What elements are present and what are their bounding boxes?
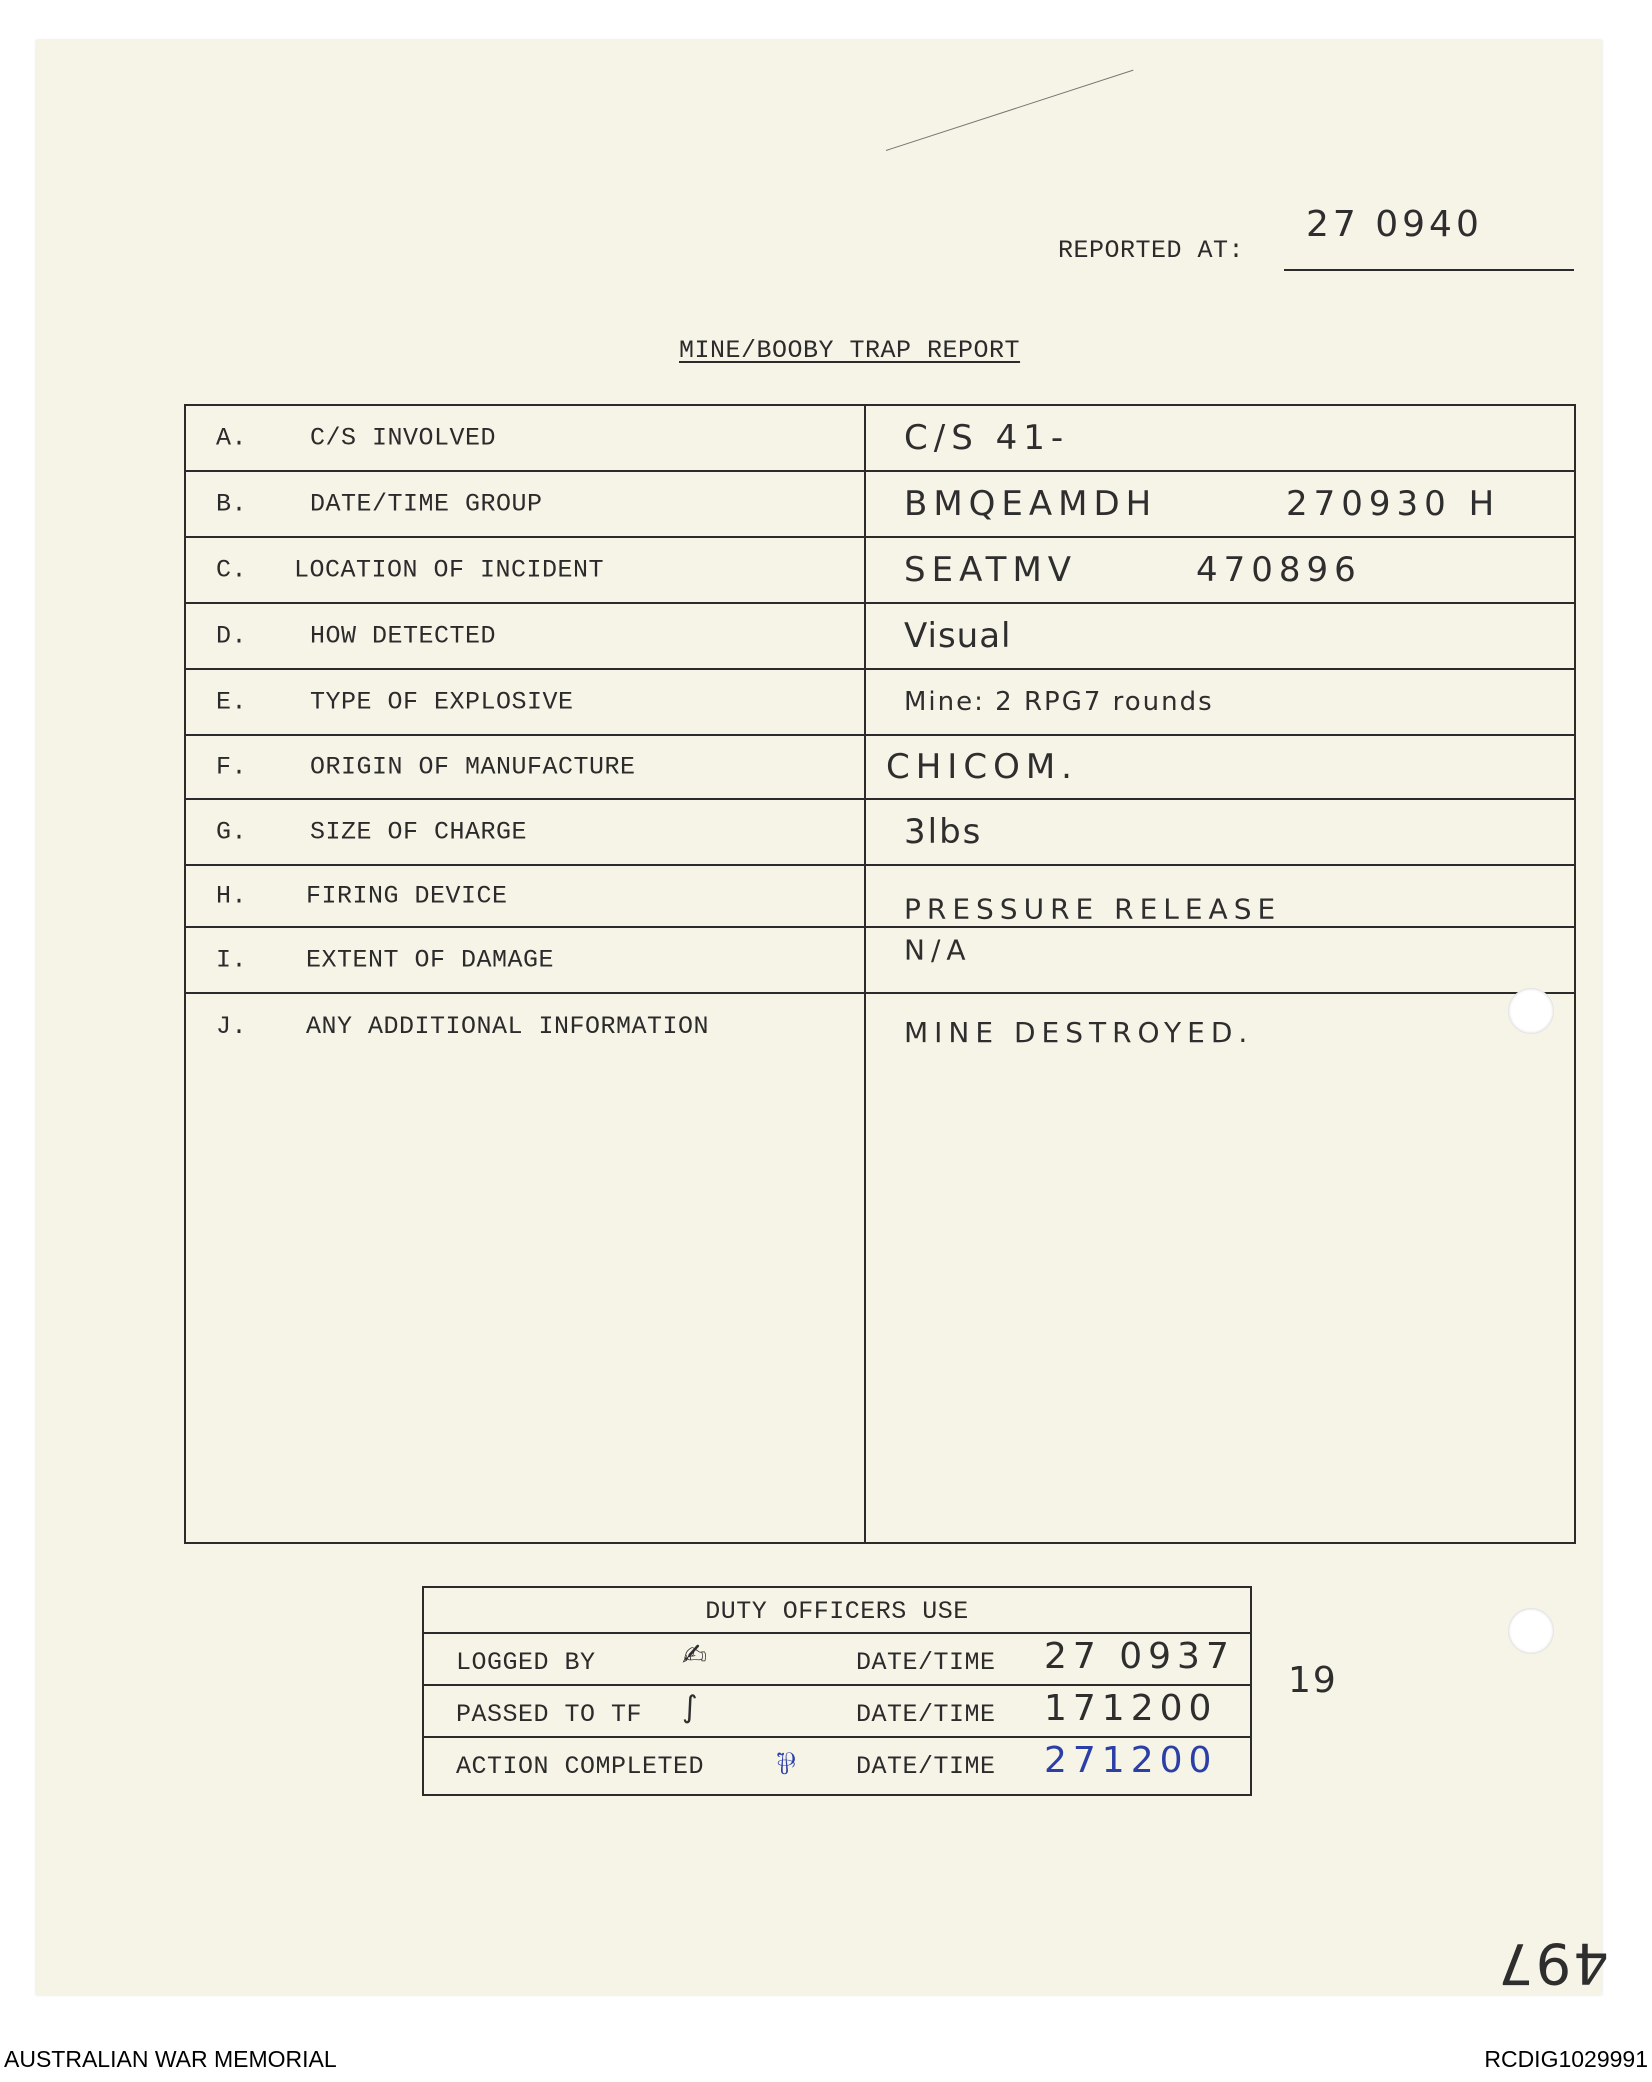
row-value: MINE DESTROYED. <box>904 1016 1254 1049</box>
duty-datetime-value: 171200 <box>1044 1688 1218 1729</box>
row-value: C/S 41- <box>904 418 1070 458</box>
duty-datetime-value: 27 0937 <box>1044 1636 1235 1677</box>
row-value: BMQEAMDH <box>904 484 1158 524</box>
row-value: N/A <box>904 933 972 967</box>
row-letter: I. <box>216 945 248 975</box>
initials-mark: ⅌ <box>776 1747 802 1782</box>
duty-datetime-value: 271200 <box>1044 1740 1218 1781</box>
row-label: C/S INVOLVED <box>310 423 497 453</box>
duty-officers-box <box>422 1586 1252 1796</box>
row-letter: H. <box>216 881 248 911</box>
row-letter: E. <box>216 687 248 717</box>
row-letter: G. <box>216 817 248 847</box>
row-g <box>186 800 1574 866</box>
reported-at-label: REPORTED AT: <box>1058 236 1245 265</box>
duty-label: LOGGED BY <box>456 1648 596 1677</box>
row-value: Mine: 2 RPG7 rounds <box>904 687 1214 717</box>
row-f <box>186 736 1574 800</box>
duty-datetime-label: DATE/TIME <box>856 1700 996 1729</box>
footer-archive-name: AUSTRALIAN WAR MEMORIAL <box>4 2046 337 2072</box>
row-h <box>186 866 1574 928</box>
row-value-secondary: 470896 <box>1196 550 1362 590</box>
row-letter: C. <box>216 555 248 585</box>
row-i <box>186 928 1574 994</box>
row-letter: F. <box>216 752 248 782</box>
row-a <box>186 406 1574 472</box>
form-title: MINE/BOOBY TRAP REPORT <box>679 336 1021 365</box>
duty-datetime-label: DATE/TIME <box>856 1648 996 1677</box>
reported-at-value: 27 0940 <box>1306 204 1483 245</box>
row-label: DATE/TIME GROUP <box>310 489 543 519</box>
row-letter: B. <box>216 489 248 519</box>
row-value: CHICOM. <box>886 747 1078 787</box>
duty-label: PASSED TO TF <box>456 1700 643 1729</box>
row-letter: A. <box>216 423 248 453</box>
row-label: ANY ADDITIONAL INFORMATION <box>306 1012 710 1041</box>
row-label: FIRING DEVICE <box>306 881 508 911</box>
initials-mark: ∫ <box>682 1690 704 1725</box>
initials-mark: ✍ <box>682 1638 714 1673</box>
row-b <box>186 472 1574 538</box>
row-letter: J. <box>216 1012 248 1041</box>
row-label: EXTENT OF DAMAGE <box>306 945 555 975</box>
duty-row-action <box>424 1738 1250 1790</box>
duty-title: DUTY OFFICERS USE <box>424 1588 1250 1634</box>
report-table <box>184 404 1576 1544</box>
row-label: HOW DETECTED <box>310 621 497 651</box>
reported-at-line <box>1284 269 1574 271</box>
row-label: ORIGIN OF MANUFACTURE <box>310 752 636 782</box>
duty-label: ACTION COMPLETED <box>456 1752 705 1781</box>
row-e <box>186 670 1574 736</box>
row-j <box>186 994 1574 1541</box>
row-c <box>186 538 1574 604</box>
report-sheet <box>36 40 1609 1995</box>
row-value: Visual <box>904 616 1012 656</box>
row-value: SEATMV <box>904 550 1078 590</box>
row-value: 3lbs <box>904 812 983 852</box>
footer-record-id: RCDIG1029991 <box>1484 2046 1648 2072</box>
side-note: 19 <box>1288 1660 1338 1701</box>
pencil-stroke <box>886 70 1134 151</box>
row-label: TYPE OF EXPLOSIVE <box>310 687 574 717</box>
folio-number: 497 <box>1496 1930 1609 1995</box>
row-d <box>186 604 1574 670</box>
row-label: SIZE OF CHARGE <box>310 817 528 847</box>
row-letter: D. <box>216 621 248 651</box>
duty-row-passed <box>424 1686 1250 1738</box>
row-label: LOCATION OF INCIDENT <box>294 555 605 585</box>
punch-hole <box>1508 988 1554 1034</box>
punch-hole <box>1508 1608 1554 1654</box>
row-value: PRESSURE RELEASE <box>904 892 1282 926</box>
row-value-secondary: 270930 H <box>1286 484 1501 524</box>
duty-row-logged <box>424 1634 1250 1686</box>
duty-datetime-label: DATE/TIME <box>856 1752 996 1781</box>
